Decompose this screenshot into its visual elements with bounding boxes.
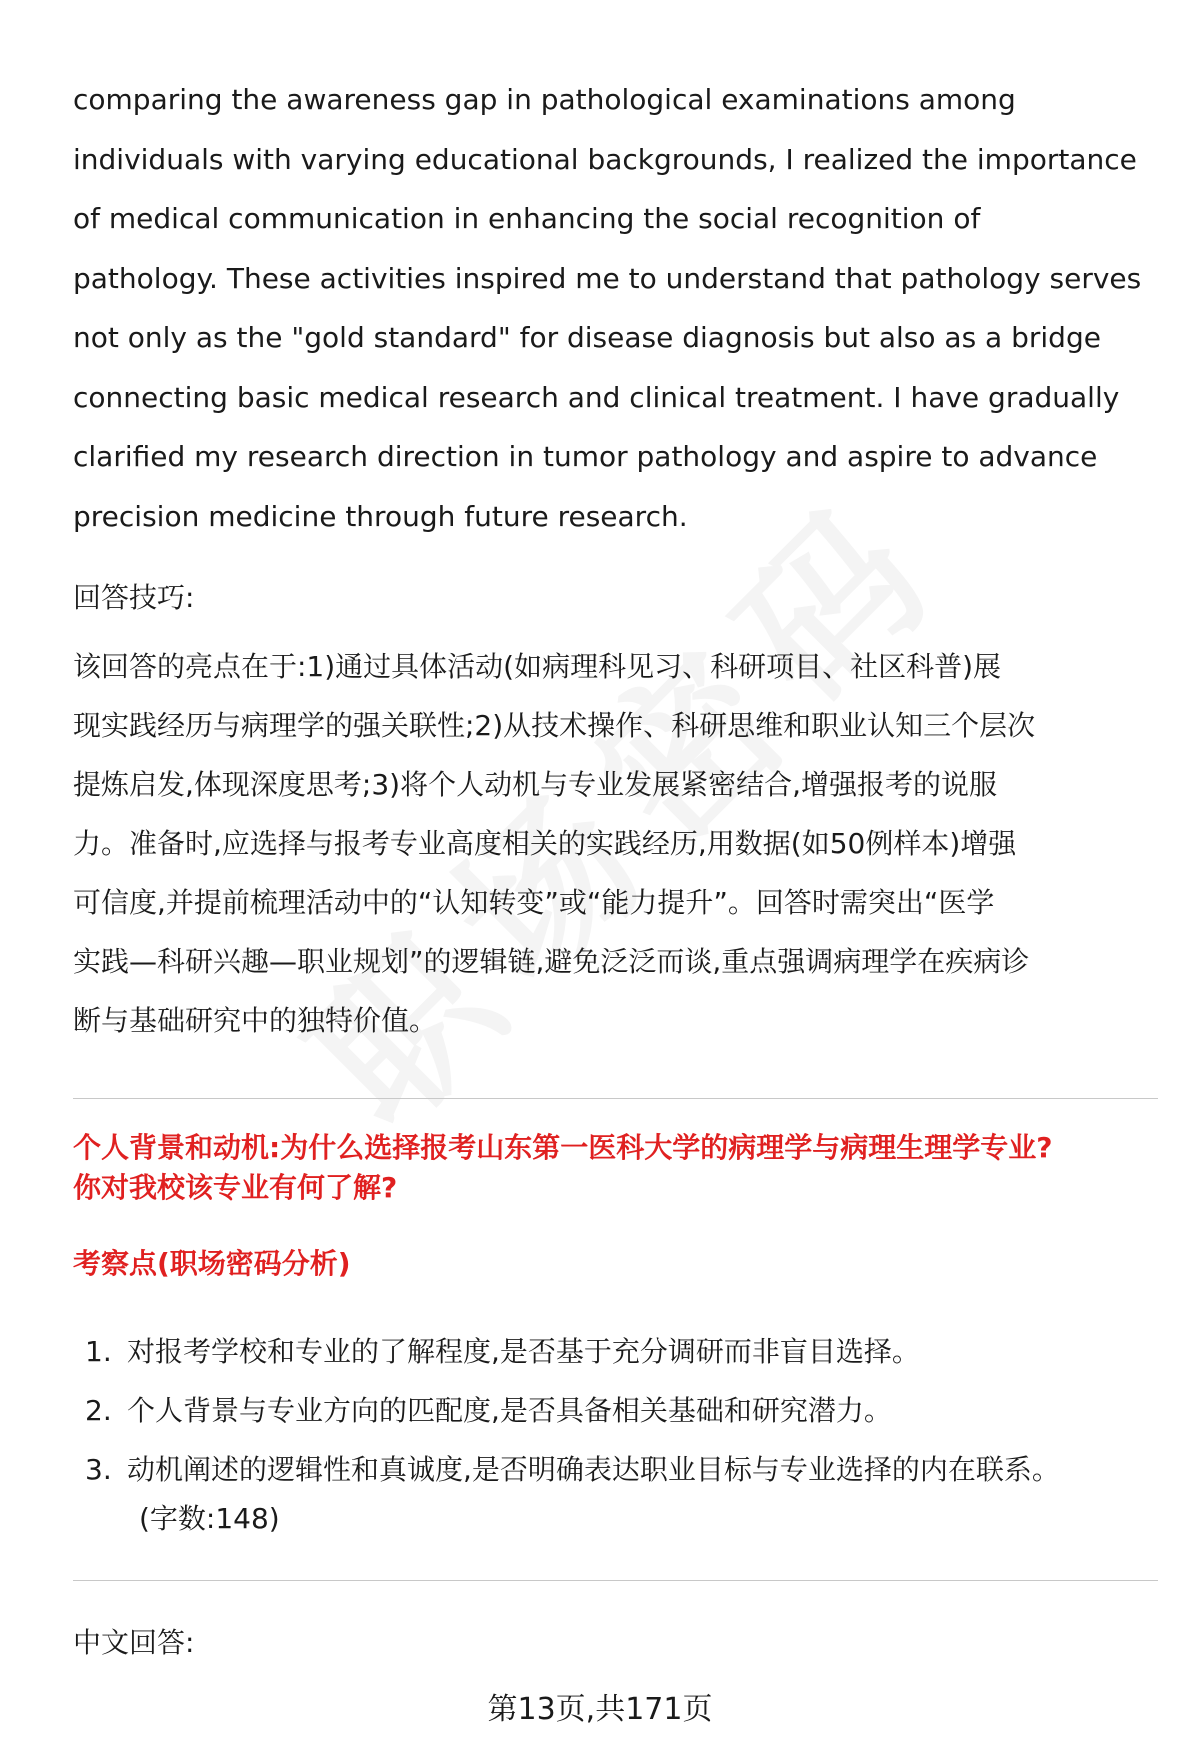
- page-number-footer: 第13页,共171页: [487, 1692, 713, 1727]
- paragraph-line: 提炼启发,体现深度思考;3)将个人动机与专业发展紧密结合,增强报考的说服: [73, 768, 997, 801]
- paragraph-line: clarified my research direction in tumor pathology and aspire to advance: [73, 440, 1098, 473]
- list-item-text: 对报考学校和专业的了解程度,是否基于充分调研而非盲目选择。: [127, 1335, 920, 1368]
- list-item-number: 1.: [85, 1335, 112, 1368]
- paragraph-line: individuals with varying educational backgrounds, I realized the importance: [73, 142, 1137, 176]
- assessment-points-heading: 考察点(职场密码分析): [73, 1247, 351, 1280]
- section-divider: [73, 1098, 1158, 1099]
- question-title-line: 你对我校该专业有何了解?: [73, 1171, 398, 1204]
- chinese-answer-heading: 中文回答:: [73, 1626, 195, 1659]
- paragraph-line: 力。准备时,应选择与报考专业高度相关的实践经历,用数据(如50例样本)增强: [73, 827, 1017, 860]
- paragraph-line: 该回答的亮点在于:1)通过具体活动(如病理科见习、科研项目、社区科普)展: [73, 650, 1002, 683]
- paragraph-line: 实践—科研兴趣—职业规划”的逻辑链,避免泛泛而谈,重点强调病理学在疾病诊: [73, 945, 1030, 978]
- paragraph-line: connecting basic medical research and clinical treatment. I have gradually: [73, 380, 1120, 414]
- question-title: [73, 1128, 1158, 1208]
- list-item: [73, 1322, 1158, 1381]
- list-item-text: 个人背景与专业方向的匹配度,是否具备相关基础和研究潜力。: [127, 1394, 892, 1427]
- question-title-line: 个人背景和动机:为什么选择报考山东第一医科大学的病理学与病理生理学专业?: [73, 1131, 1053, 1164]
- paragraph-line: of medical communication in enhancing the social recognition of: [73, 202, 981, 235]
- list-item-number: 2.: [85, 1394, 112, 1427]
- paragraph-line: precision medicine through future research.: [73, 499, 688, 533]
- assessment-points-list: [73, 1322, 1158, 1499]
- list-item-text: 动机阐述的逻辑性和真诚度,是否明确表达职业目标与专业选择的内在联系。: [127, 1453, 1060, 1486]
- list-item-number: 3.: [85, 1453, 112, 1486]
- list-item: [73, 1440, 1158, 1499]
- english-answer-paragraph: [73, 70, 1158, 546]
- section-divider: [73, 1580, 1158, 1581]
- paragraph-line: 断与基础研究中的独特价值。: [73, 1004, 438, 1037]
- paragraph-line: 现实践经历与病理学的强关联性;2)从技术操作、科研思维和职业认知三个层次: [73, 709, 1036, 742]
- paragraph-line: not only as the "gold standard" for disease diagnosis but also as a bridge: [73, 321, 1101, 354]
- list-item: [73, 1381, 1158, 1440]
- tips-heading: 回答技巧:: [73, 581, 195, 614]
- paragraph-line: pathology. These activities inspired me to understand that pathology serves: [73, 261, 1142, 295]
- tips-paragraph: [73, 637, 1158, 1050]
- paragraph-line: 可信度,并提前梳理活动中的“认知转变”或“能力提升”。回答时需突出“医学: [73, 886, 995, 919]
- paragraph-line: comparing the awareness gap in pathological examinations among: [73, 83, 1016, 116]
- word-count: (字数:148): [139, 1502, 280, 1535]
